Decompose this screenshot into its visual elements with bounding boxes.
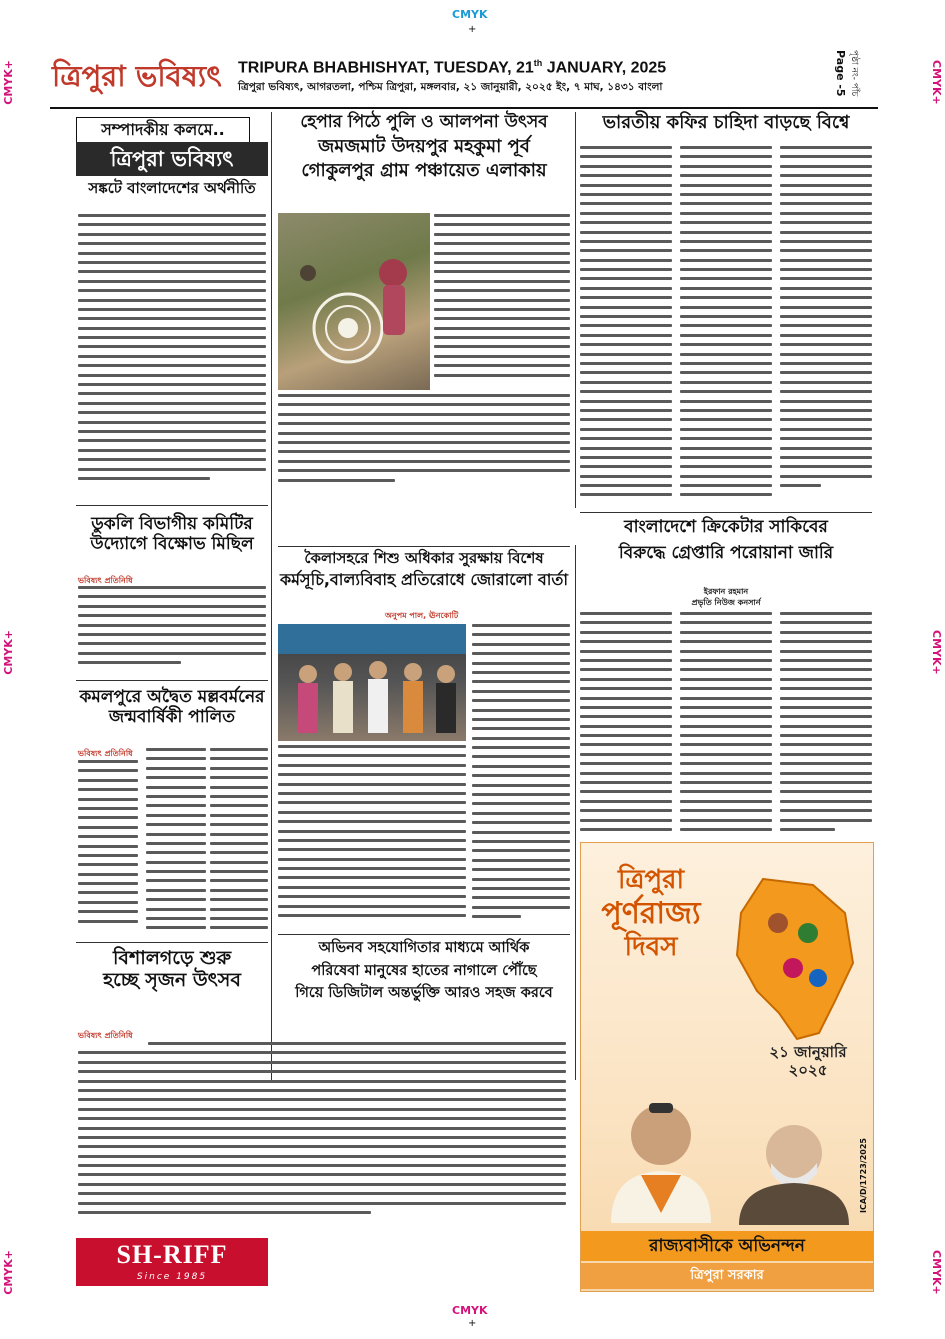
page-number: Page -5 — [834, 50, 847, 97]
kamalpur-body-col2 — [146, 748, 206, 940]
cmyk-left-mark-mid: CMYK+ — [2, 630, 15, 675]
bishalgarh-headline: বিশালগড়ে শুরু হচ্ছে সৃজন উৎসব — [103, 947, 241, 991]
kailashahar-byline: অনুপম পাল, ঊনকোটি — [385, 611, 459, 620]
kamalpur-body-col1 — [78, 760, 138, 940]
kailashahar-body — [472, 624, 570, 931]
cmyk-left-mark-top: CMYK+ — [2, 60, 15, 105]
bishalgarh-byline: ভবিষ্যৎ প্রতিনিধি — [78, 1031, 133, 1040]
cmyk-right-mark-bottom: CMYK+ — [930, 1250, 943, 1295]
digital-headline: অভিনব সহযোগিতার মাধ্যমে আর্থিক পরিষেবা মানুষের হাতের নাগালে পৌঁছে গিয়ে ডিজিটাল অন্তর্ভুক্তি আরও সহজ করবে — [295, 940, 553, 1002]
pitha-headline: হেপার পিঠে পুলি ও আলপনা উৎসব জমজমাট উদয়পুর মহকুমা পূর্ব গোকুলপুর গ্রাম পঞ্চায়েত এলাকায় — [300, 112, 548, 182]
dukli-body — [78, 586, 266, 676]
statehood-ad-date: ২১ জানুয়ারি ২০২৫ — [769, 1043, 847, 1079]
shakib-headline: বাংলাদেশে ক্রিকেটার সাকিবের বিরুদ্ধে গ্রেপ্তারি পরোয়ানা জারি — [618, 517, 834, 563]
kamalpur-body-col3 — [210, 748, 268, 940]
section-rule — [580, 512, 872, 513]
masthead-logo — [52, 52, 222, 102]
prime-minister-portrait — [731, 1113, 857, 1225]
coffee-body-col3 — [780, 146, 872, 508]
section-rule — [278, 934, 570, 935]
statehood-ad-govt: ত্রিপুরা সরকার — [581, 1263, 873, 1289]
masthead-rule — [50, 107, 878, 109]
bishalgarh-body — [78, 1042, 566, 1232]
masthead-bengali-dateline: ত্রিপুরা ভবিষ্যৎ, আগরতলা, পশ্চিম ত্রিপুরা, মঙ্গলবার, ২১ জানুয়ারী, ২০২৫ ইং, ৭ মাঘ, ১৪৩১ বাংলা — [238, 81, 663, 93]
shakib-body-col1 — [580, 612, 672, 838]
statehood-ad — [580, 842, 874, 1292]
pitha-photo — [278, 213, 430, 390]
coffee-body-col2 — [680, 146, 772, 508]
shakib-byline: ইরফান রহমান প্রভৃতি নিউজ কনসার্ন — [691, 587, 761, 607]
editorial-body — [78, 214, 266, 500]
section-rule — [278, 546, 570, 547]
shriff-brand: SH-RIFF — [116, 1240, 228, 1269]
shakib-body-col3 — [780, 612, 872, 838]
editorial-kicker: সম্পাদকীয় কলমে.. — [101, 120, 225, 139]
shriff-since: Since 1985 — [136, 1272, 208, 1282]
shakib-body-col2 — [680, 612, 772, 838]
masthead-title: ত্রিপুরা ভবিষ্যৎ — [52, 59, 222, 93]
cmyk-right-mark-top: CMYK+ — [930, 60, 943, 105]
dukli-byline: ভবিষ্যৎ প্রতিনিধি — [78, 576, 133, 585]
cmyk-bottom-mark: CMYK — [452, 1304, 488, 1317]
group-people-icon — [278, 624, 466, 741]
registration-mark-bottom: + — [468, 1318, 477, 1329]
editorial-headline: সঙ্কটে বাংলাদেশের অর্থনীতি — [88, 179, 256, 197]
pitha-body — [434, 214, 570, 390]
section-rule — [76, 942, 268, 943]
section-rule — [76, 505, 268, 506]
editorial-paper-name: ত্রিপুরা ভবিষ্যৎ — [110, 147, 234, 171]
cmyk-left-mark-bottom: CMYK+ — [2, 1250, 15, 1295]
editorial-paper-box — [76, 142, 268, 176]
coffee-body-col1 — [580, 146, 672, 508]
page-number-bengali: পৃষ্ঠা নং- পাঁচ — [849, 50, 859, 97]
kailashahar-photo — [278, 624, 466, 741]
chief-minister-portrait — [601, 1083, 721, 1223]
section-rule — [76, 680, 268, 681]
dukli-headline: ডুকলি বিভাগীয় কমিটির উদ্যোগে বিক্ষোভ মিছিল — [90, 514, 254, 554]
kailashahar-caption-body — [278, 745, 466, 931]
statehood-ad-banner: রাজ্যবাসীকে অভিনন্দন — [581, 1231, 873, 1261]
alpana-drawing-icon — [278, 213, 430, 390]
statehood-ad-code: ICA/D/1723/2025 — [859, 1138, 868, 1213]
registration-mark-top: + — [468, 24, 477, 35]
kailashahar-headline: কৈলাসহরে শিশু অধিকার সুরক্ষায় বিশেষ কর্মসূচি,বাল্যবিবাহ প্রতিরোধে জোরালো বার্তা — [279, 549, 569, 590]
statehood-ad-title: ত্রিপুরা পূর্ণরাজ্য দিবস — [601, 865, 701, 963]
editorial-kicker-box — [76, 117, 250, 143]
pitha-caption — [278, 394, 570, 488]
column-rule — [271, 112, 272, 1080]
kamalpur-byline: ভবিষ্যৎ প্রতিনিধি — [78, 749, 133, 758]
column-rule — [575, 112, 576, 508]
masthead-english-dateline: TRIPURA BHABHISHYAT, TUESDAY, 21th JANUARY, 2025 — [238, 58, 667, 77]
tripura-map-icon — [723, 873, 863, 1043]
cmyk-right-mark-mid: CMYK+ — [930, 630, 943, 675]
coffee-headline: ভারতীয় কফির চাহিদা বাড়ছে বিশ্বে — [602, 112, 850, 133]
column-rule — [575, 545, 576, 1080]
cmyk-top-mark: CMYK — [452, 8, 488, 21]
shriff-ad — [76, 1238, 268, 1286]
kamalpur-headline: কমলপুরে অদ্বৈত মল্লবর্মনের জন্মবার্ষিকী পালিত — [79, 687, 265, 727]
